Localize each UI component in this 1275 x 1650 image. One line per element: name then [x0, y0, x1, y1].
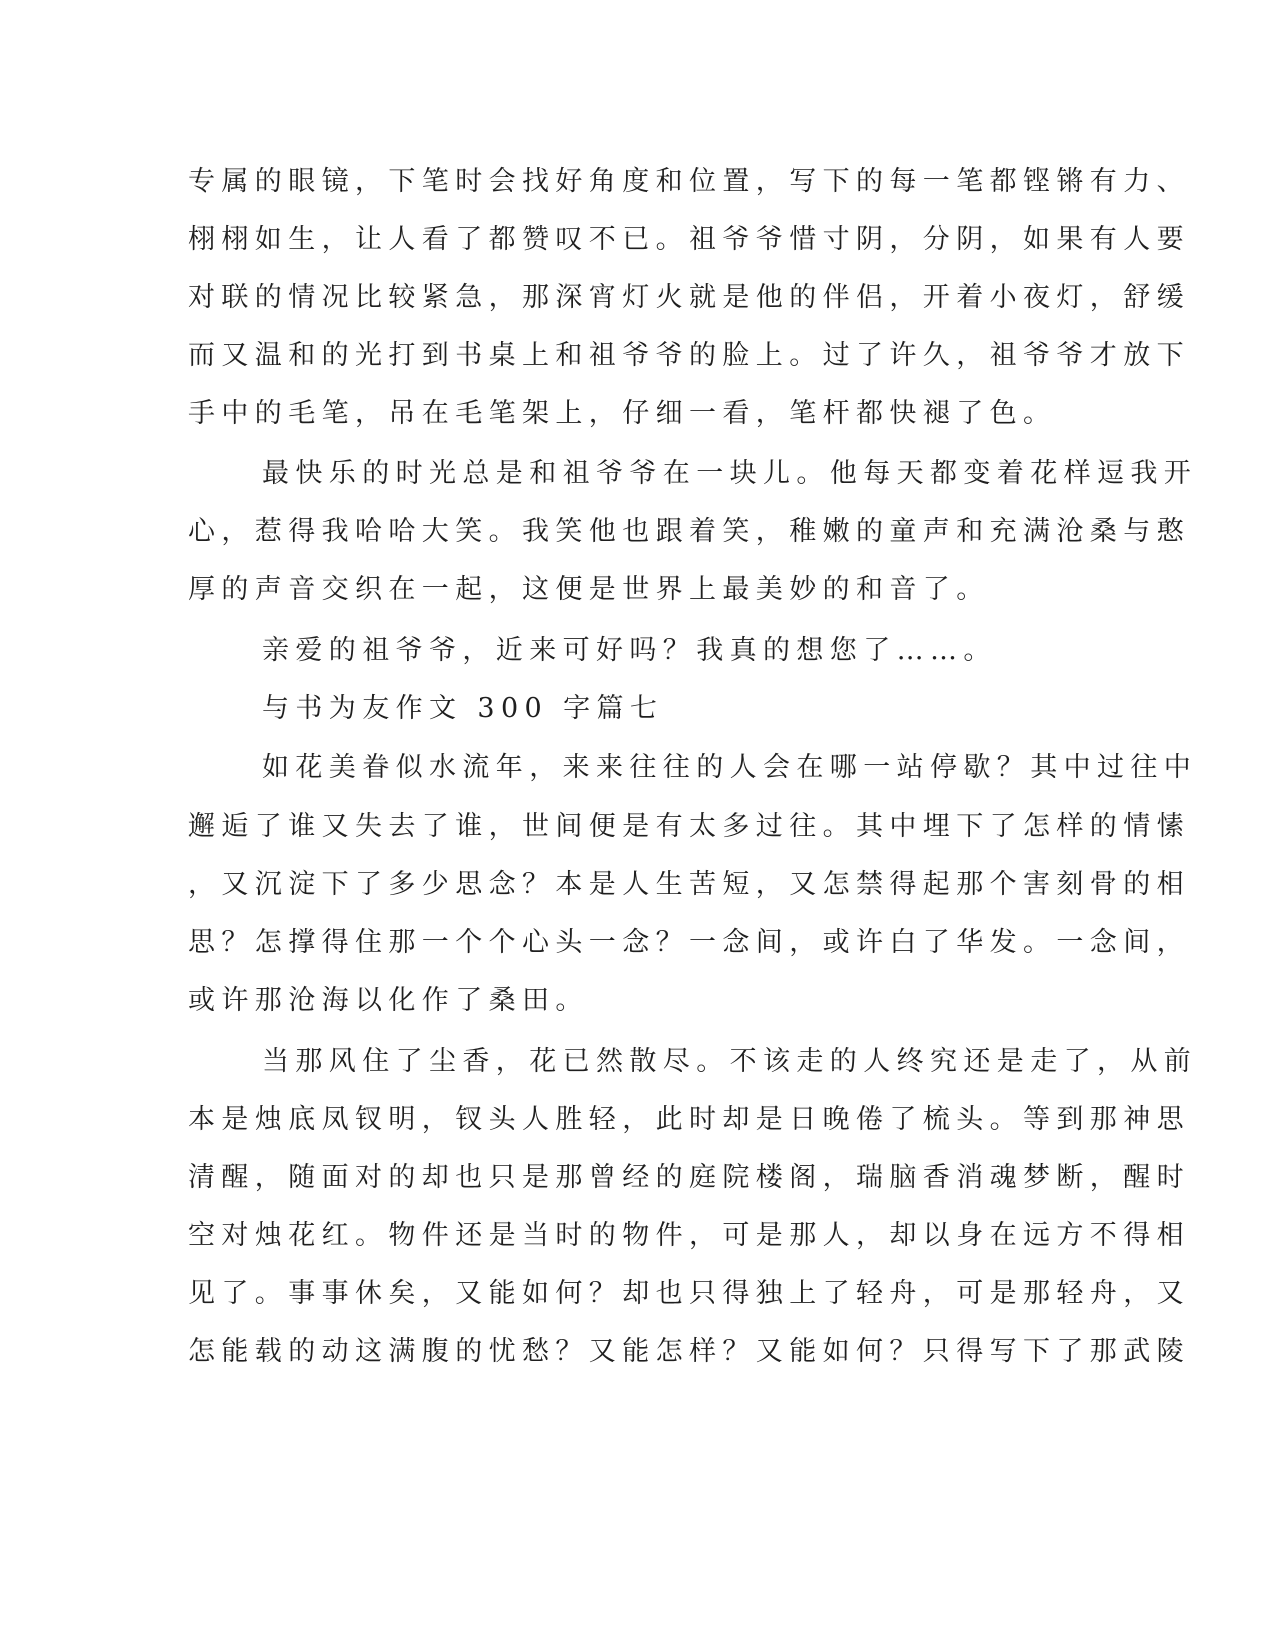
text-line: 对联的情况比较紧急，那深宵灯火就是他的伴侣，开着小夜灯，舒缓 — [188, 282, 1190, 313]
text-line: 本是烛底凤钗明，钗头人胜轻，此时却是日晚倦了梳头。等到那神思 — [188, 1104, 1190, 1135]
text-line: 空对烛花红。物件还是当时的物件，可是那人，却以身在远方不得相 — [188, 1220, 1190, 1251]
paragraph-first-line: 如花美眷似水流年，来来往往的人会在哪一站停歇？其中过往中 — [262, 752, 1198, 783]
section-heading: 与书为友作文 300 字篇七 — [262, 693, 664, 724]
paragraph-first-line: 亲爱的祖爷爷，近来可好吗？我真的想您了……。 — [262, 635, 997, 666]
text-line: ，又沉淀下了多少思念？本是人生苦短，又怎禁得起那个害刻骨的相 — [188, 869, 1190, 900]
text-line: 邂逅了谁又失去了谁，世间便是有太多过往。其中埋下了怎样的情愫 — [188, 811, 1190, 842]
paragraph-first-line: 最快乐的时光总是和祖爷爷在一块儿。他每天都变着花样逗我开 — [262, 458, 1198, 489]
text-line: 怎能载的动这满腹的忧愁？又能怎样？又能如何？只得写下了那武陵 — [188, 1336, 1190, 1367]
text-line: 或许那沧海以化作了桑田。 — [188, 985, 589, 1016]
text-line: 清醒，随面对的却也只是那曾经的庭院楼阁，瑞脑香消魂梦断，醒时 — [188, 1162, 1190, 1193]
text-line: 而又温和的光打到书桌上和祖爷爷的脸上。过了许久，祖爷爷才放下 — [188, 340, 1190, 371]
text-line: 栩栩如生，让人看了都赞叹不已。祖爷爷惜寸阴，分阴，如果有人要 — [188, 224, 1190, 255]
text-line: 专属的眼镜，下笔时会找好角度和位置，写下的每一笔都铿锵有力、 — [188, 166, 1190, 197]
text-line: 心，惹得我哈哈大笑。我笑他也跟着笑，稚嫩的童声和充满沧桑与憨 — [188, 516, 1190, 547]
paragraph-first-line: 当那风住了尘香，花已然散尽。不该走的人终究还是走了，从前 — [262, 1046, 1198, 1077]
text-line: 思？怎撑得住那一个个心头一念？一念间，或许白了华发。一念间， — [188, 927, 1190, 958]
text-line: 手中的毛笔，吊在毛笔架上，仔细一看，笔杆都快褪了色。 — [188, 398, 1057, 429]
text-line: 见了。事事休矣，又能如何？却也只得独上了轻舟，可是那轻舟，又 — [188, 1278, 1190, 1309]
text-line: 厚的声音交织在一起，这便是世界上最美妙的和音了。 — [188, 574, 990, 605]
